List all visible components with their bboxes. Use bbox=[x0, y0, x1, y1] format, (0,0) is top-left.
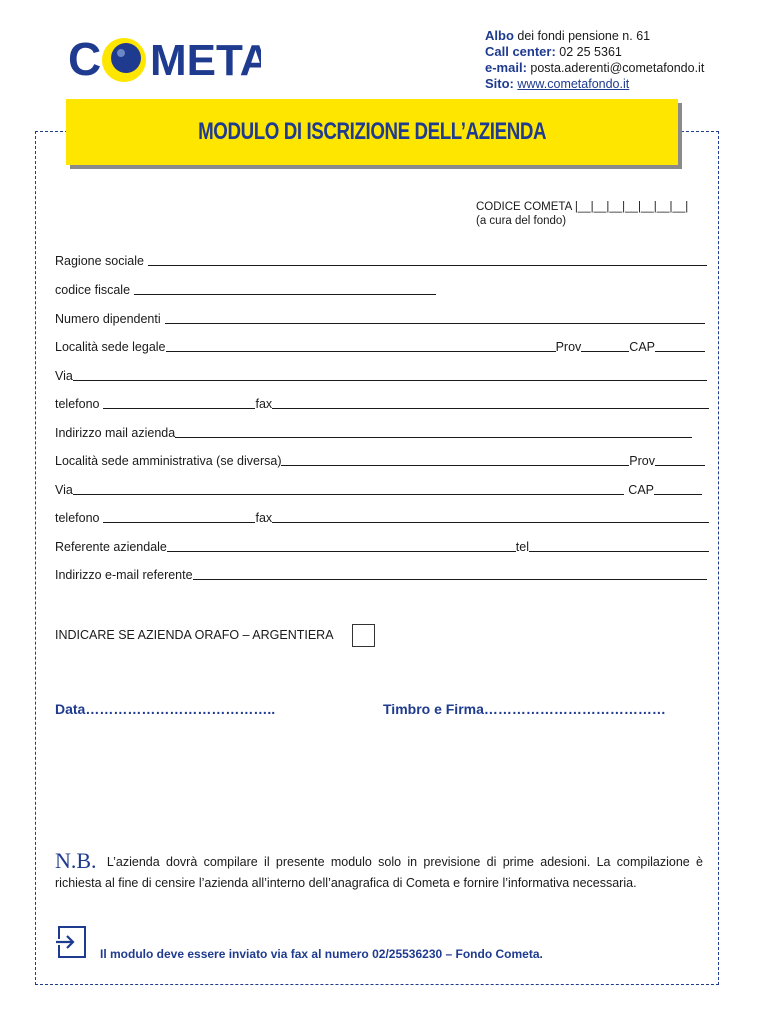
codice-fiscale-field[interactable] bbox=[55, 281, 436, 297]
ragione-sociale-line[interactable] bbox=[148, 254, 707, 266]
via-field-2[interactable] bbox=[55, 481, 702, 497]
logo-letter-c: C bbox=[68, 33, 102, 85]
orafo-checkbox[interactable] bbox=[352, 624, 375, 647]
telefono-fax-field[interactable] bbox=[55, 395, 709, 411]
telefono-line[interactable] bbox=[103, 397, 255, 409]
localita-amministrativa-line[interactable] bbox=[281, 454, 629, 466]
codice-fiscale-label: codice fiscale bbox=[55, 283, 131, 297]
email-referente-line[interactable] bbox=[193, 568, 707, 580]
telefono-label: telefono bbox=[55, 397, 100, 411]
mail-azienda-label: Indirizzo mail azienda bbox=[55, 426, 176, 440]
email-address[interactable]: posta.aderenti@cometafondo.it bbox=[526, 61, 705, 75]
codice-label: CODICE COMETA |__|__|__|__|__|__|__| bbox=[476, 201, 689, 213]
localita-legale-field[interactable] bbox=[55, 338, 705, 354]
prov-line-2[interactable] bbox=[655, 454, 705, 466]
logo-graphic bbox=[66, 22, 261, 92]
nb-paragraph bbox=[55, 850, 703, 894]
title-banner bbox=[66, 99, 678, 165]
email-line bbox=[485, 60, 704, 76]
logo-highlight bbox=[117, 49, 125, 57]
nb-mark: N.B. bbox=[55, 848, 97, 873]
telefono-line-2[interactable] bbox=[103, 511, 255, 523]
codice-fiscale-line[interactable] bbox=[134, 283, 436, 295]
codice-note: (a cura del fondo) bbox=[476, 215, 567, 227]
email-referente-label: Indirizzo e-mail referente bbox=[55, 568, 193, 582]
numero-dipendenti-field[interactable] bbox=[55, 310, 705, 326]
email-referente-field[interactable] bbox=[55, 566, 707, 582]
localita-amministrativa-field[interactable] bbox=[55, 452, 705, 468]
site-link[interactable]: www.cometafondo.it bbox=[517, 77, 630, 91]
cometa-logo bbox=[66, 22, 261, 92]
send-icon bbox=[55, 925, 89, 959]
referente-line[interactable] bbox=[167, 540, 516, 552]
fax-line-2[interactable] bbox=[272, 511, 709, 523]
numero-dipendenti-label: Numero dipendenti bbox=[55, 312, 161, 326]
albo-label: Albo bbox=[485, 28, 514, 43]
prov-line[interactable] bbox=[581, 340, 629, 352]
mail-azienda-field[interactable] bbox=[55, 424, 692, 440]
timbro-firma-label: Timbro e Firma………………………………… bbox=[383, 701, 666, 717]
cap-label-2: CAP bbox=[628, 483, 654, 497]
orafo-label: INDICARE SE AZIENDA ORAFO – ARGENTIERA bbox=[55, 628, 334, 642]
via-line[interactable] bbox=[73, 369, 707, 381]
via-label: Via bbox=[55, 369, 73, 383]
prov-label: Prov bbox=[555, 340, 582, 354]
via-label-2: Via bbox=[55, 483, 73, 497]
fax-label-2: fax bbox=[255, 511, 273, 525]
call-center-number: 02 25 5361 bbox=[555, 45, 622, 59]
logo-globe bbox=[111, 43, 141, 73]
via-line-2[interactable] bbox=[73, 483, 624, 495]
fax-instructions: Il modulo deve essere inviato via fax al numero 02/25536230 – Fondo Cometa. bbox=[100, 947, 543, 961]
numero-dipendenti-line[interactable] bbox=[165, 312, 705, 324]
cap-line-2[interactable] bbox=[654, 483, 702, 495]
cap-line[interactable] bbox=[655, 340, 705, 352]
mail-azienda-line[interactable] bbox=[175, 426, 692, 438]
telefono-label-2: telefono bbox=[55, 511, 100, 525]
fax-label: fax bbox=[255, 397, 273, 411]
tel-line[interactable] bbox=[529, 540, 709, 552]
codice-cometa bbox=[476, 200, 688, 228]
referente-field[interactable] bbox=[55, 538, 709, 554]
email-label: e-mail: bbox=[485, 60, 527, 75]
call-center-label: Call center: bbox=[485, 44, 556, 59]
referente-label: Referente aziendale bbox=[55, 540, 167, 554]
tel-label: tel bbox=[515, 540, 529, 554]
site-line bbox=[485, 76, 704, 92]
nb-text: L’azienda dovrà compilare il presente modulo solo in previsione di prime adesioni. La compilazione è richiesta al fine di censire l’azienda all’interno dell’anagrafica di Cometa e fornire l’informativa necessaria. bbox=[55, 855, 703, 890]
data-label: Data………………………………….. bbox=[55, 701, 276, 717]
via-field[interactable] bbox=[55, 367, 707, 383]
localita-amministrativa-label: Località sede amministrativa (se diversa) bbox=[55, 454, 282, 468]
cap-label: CAP bbox=[629, 340, 655, 354]
localita-legale-label: Località sede legale bbox=[55, 340, 166, 354]
ragione-sociale-field[interactable] bbox=[55, 252, 707, 268]
site-label: Sito: bbox=[485, 76, 514, 91]
call-center-line bbox=[485, 44, 704, 60]
form-title: MODULO DI ISCRIZIONE DELL’AZIENDA bbox=[197, 118, 546, 145]
prov-label-2: Prov bbox=[629, 454, 655, 468]
telefono-fax-field-2[interactable] bbox=[55, 509, 709, 525]
logo-letters-meta: META bbox=[150, 36, 261, 85]
albo-line bbox=[485, 28, 704, 44]
localita-legale-line[interactable] bbox=[166, 340, 556, 352]
fax-line[interactable] bbox=[272, 397, 709, 409]
ragione-sociale-label: Ragione sociale bbox=[55, 254, 144, 268]
header-info bbox=[485, 28, 704, 92]
albo-text: dei fondi pensione n. 61 bbox=[513, 29, 651, 43]
